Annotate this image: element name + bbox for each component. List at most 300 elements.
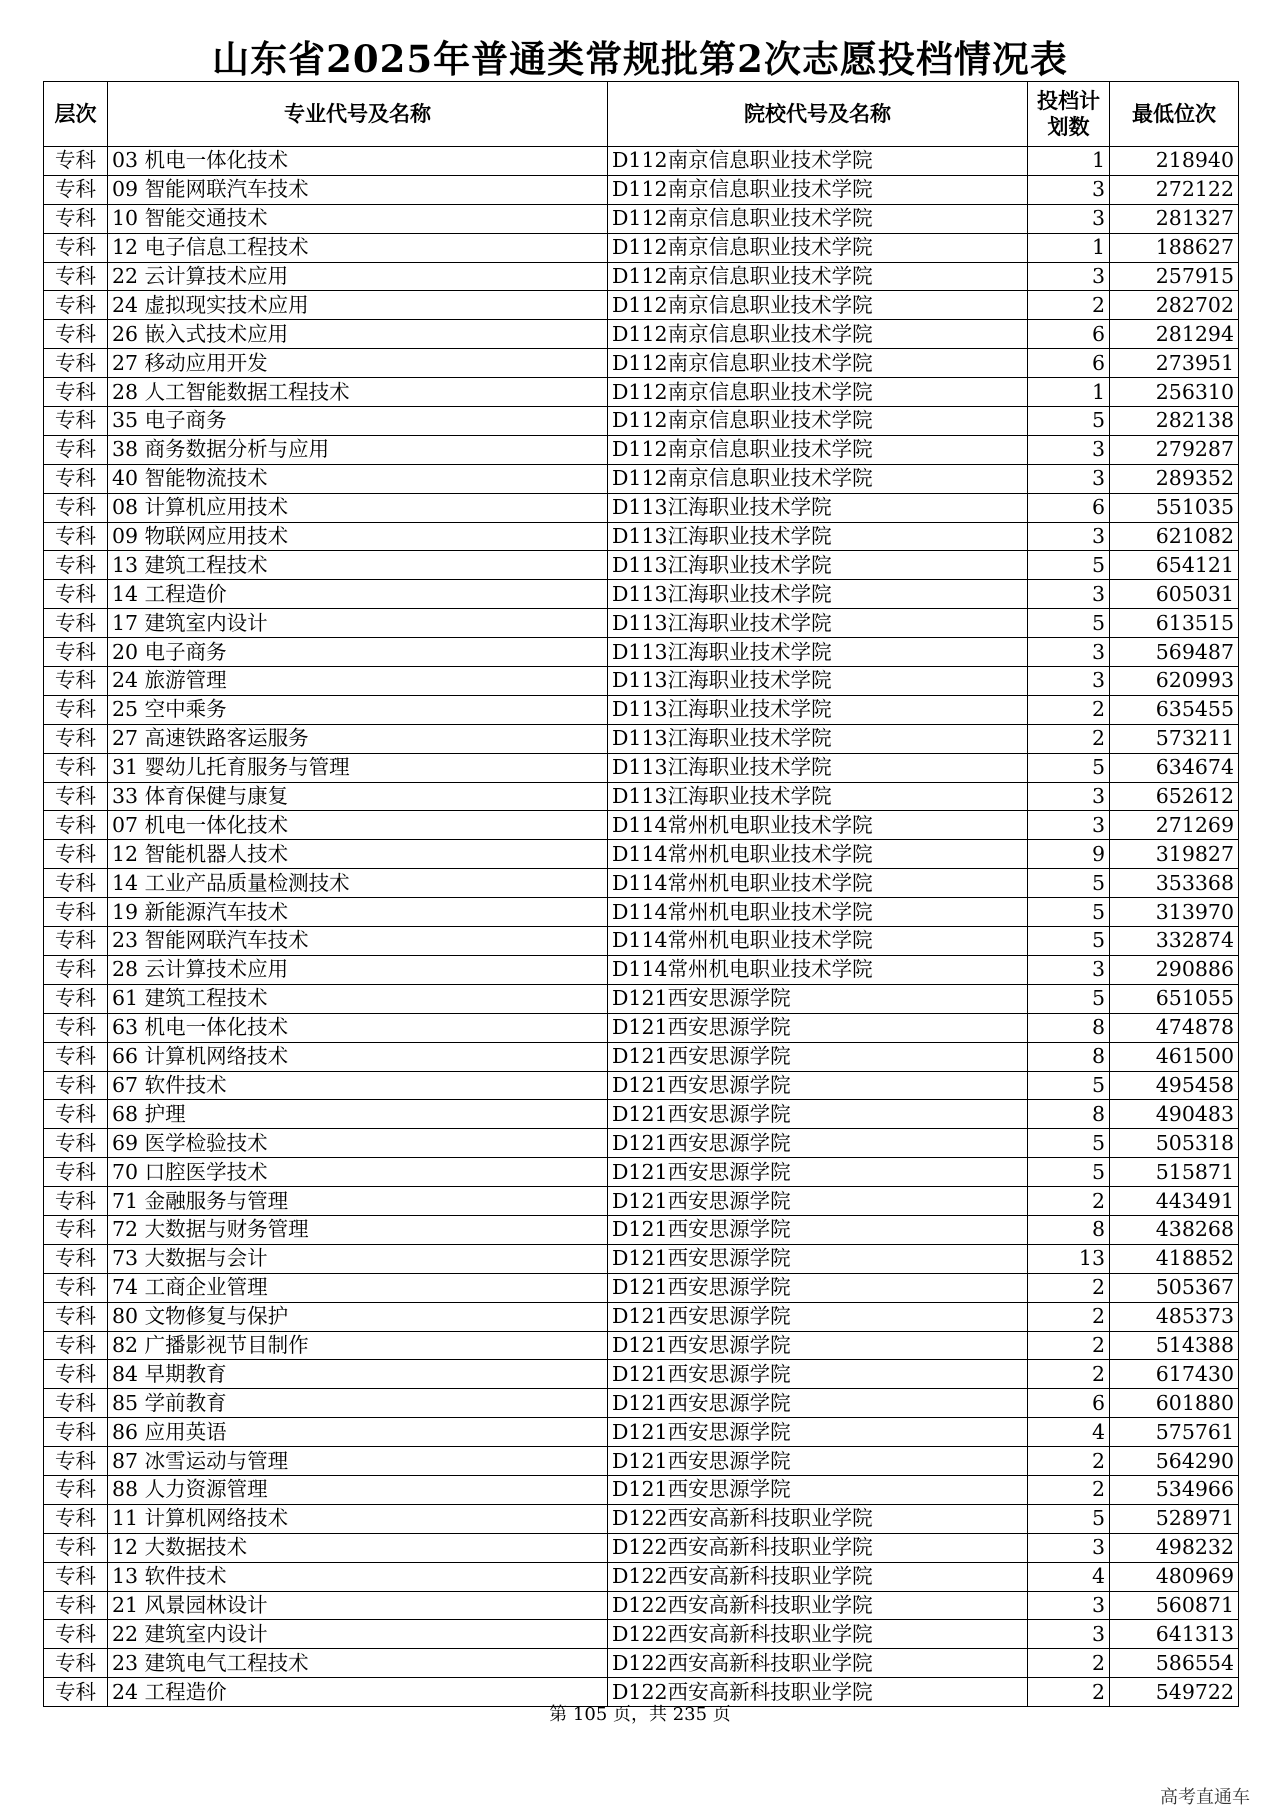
table-row <box>44 1158 1239 1187</box>
cell-min-rank: 290886 <box>1110 955 1239 984</box>
cell-level: 专科 <box>44 609 108 638</box>
cell-min-rank: 443491 <box>1110 1187 1239 1216</box>
cell-level: 专科 <box>44 493 108 522</box>
cell-school: D114常州机电职业技术学院 <box>608 811 1028 840</box>
cell-level: 专科 <box>44 782 108 811</box>
table-row <box>44 840 1239 869</box>
cell-major: 17 建筑室内设计 <box>108 609 608 638</box>
table-row <box>44 1620 1239 1649</box>
cell-min-rank: 654121 <box>1110 551 1239 580</box>
cell-major: 10 智能交通技术 <box>108 204 608 233</box>
table-row <box>44 233 1239 262</box>
table-row <box>44 869 1239 898</box>
cell-plan-count: 6 <box>1028 493 1110 522</box>
table-row <box>44 609 1239 638</box>
cell-school: D114常州机电职业技术学院 <box>608 869 1028 898</box>
cell-plan-count: 5 <box>1028 753 1110 782</box>
cell-min-rank: 621082 <box>1110 522 1239 551</box>
cell-level: 专科 <box>44 464 108 493</box>
cell-min-rank: 332874 <box>1110 927 1239 956</box>
cell-min-rank: 575761 <box>1110 1418 1239 1447</box>
table-row <box>44 898 1239 927</box>
cell-min-rank: 418852 <box>1110 1244 1239 1273</box>
cell-plan-count: 3 <box>1028 638 1110 667</box>
cell-level: 专科 <box>44 291 108 320</box>
cell-min-rank: 188627 <box>1110 233 1239 262</box>
cell-school: D113江海职业技术学院 <box>608 551 1028 580</box>
cell-school: D112南京信息职业技术学院 <box>608 175 1028 204</box>
cell-level: 专科 <box>44 638 108 667</box>
table-row <box>44 1562 1239 1591</box>
cell-level: 专科 <box>44 1215 108 1244</box>
cell-major: 14 工业产品质量检测技术 <box>108 869 608 898</box>
cell-min-rank: 498232 <box>1110 1533 1239 1562</box>
table-row <box>44 1215 1239 1244</box>
cell-min-rank: 620993 <box>1110 667 1239 696</box>
cell-level: 专科 <box>44 1187 108 1216</box>
cell-level: 专科 <box>44 1533 108 1562</box>
cell-plan-count: 8 <box>1028 1013 1110 1042</box>
cell-school: D122西安高新科技职业学院 <box>608 1620 1028 1649</box>
cell-school: D121西安思源学院 <box>608 1360 1028 1389</box>
cell-min-rank: 485373 <box>1110 1302 1239 1331</box>
table-row <box>44 927 1239 956</box>
cell-plan-count: 2 <box>1028 1331 1110 1360</box>
table-row <box>44 378 1239 407</box>
cell-min-rank: 601880 <box>1110 1389 1239 1418</box>
cell-plan-count: 1 <box>1028 147 1110 176</box>
cell-school: D112南京信息职业技术学院 <box>608 349 1028 378</box>
cell-min-rank: 289352 <box>1110 464 1239 493</box>
cell-level: 专科 <box>44 927 108 956</box>
cell-major: 69 医学检验技术 <box>108 1129 608 1158</box>
cell-major: 23 建筑电气工程技术 <box>108 1649 608 1678</box>
cell-plan-count: 5 <box>1028 1504 1110 1533</box>
cell-school: D113江海职业技术学院 <box>608 667 1028 696</box>
cell-major: 38 商务数据分析与应用 <box>108 435 608 464</box>
cell-min-rank: 490483 <box>1110 1100 1239 1129</box>
cell-school: D121西安思源学院 <box>608 1013 1028 1042</box>
cell-major: 11 计算机网络技术 <box>108 1504 608 1533</box>
page-footer: 第 105 页，共 235 页 <box>549 1704 731 1725</box>
cell-major: 86 应用英语 <box>108 1418 608 1447</box>
cell-plan-count: 3 <box>1028 580 1110 609</box>
table-row <box>44 1302 1239 1331</box>
table-row <box>44 262 1239 291</box>
cell-plan-count: 3 <box>1028 1620 1110 1649</box>
table-row <box>44 695 1239 724</box>
table-row <box>44 1331 1239 1360</box>
table-row <box>44 1187 1239 1216</box>
cell-min-rank: 273951 <box>1110 349 1239 378</box>
cell-level: 专科 <box>44 233 108 262</box>
cell-plan-count: 2 <box>1028 1302 1110 1331</box>
cell-level: 专科 <box>44 667 108 696</box>
cell-level: 专科 <box>44 1071 108 1100</box>
cell-plan-count: 2 <box>1028 1273 1110 1302</box>
cell-major: 33 体育保健与康复 <box>108 782 608 811</box>
cell-plan-count: 1 <box>1028 233 1110 262</box>
table-row <box>44 1273 1239 1302</box>
cell-school: D121西安思源学院 <box>608 1158 1028 1187</box>
table-row <box>44 1042 1239 1071</box>
cell-plan-count: 1 <box>1028 378 1110 407</box>
cell-major: 21 风景园林设计 <box>108 1591 608 1620</box>
cell-min-rank: 605031 <box>1110 580 1239 609</box>
cell-plan-count: 5 <box>1028 551 1110 580</box>
cell-min-rank: 549722 <box>1110 1678 1239 1707</box>
cell-school: D122西安高新科技职业学院 <box>608 1649 1028 1678</box>
cell-major: 26 嵌入式技术应用 <box>108 320 608 349</box>
cell-major: 27 高速铁路客运服务 <box>108 724 608 753</box>
cell-level: 专科 <box>44 724 108 753</box>
cell-level: 专科 <box>44 1447 108 1476</box>
cell-level: 专科 <box>44 1591 108 1620</box>
cell-min-rank: 515871 <box>1110 1158 1239 1187</box>
cell-min-rank: 319827 <box>1110 840 1239 869</box>
table-row <box>44 407 1239 436</box>
cell-level: 专科 <box>44 580 108 609</box>
cell-major: 70 口腔医学技术 <box>108 1158 608 1187</box>
table-row <box>44 1129 1239 1158</box>
cell-min-rank: 534966 <box>1110 1475 1239 1504</box>
cell-major: 87 冰雪运动与管理 <box>108 1447 608 1476</box>
cell-major: 24 旅游管理 <box>108 667 608 696</box>
header-school: 院校代号及名称 <box>608 82 1028 147</box>
cell-level: 专科 <box>44 435 108 464</box>
cell-school: D112南京信息职业技术学院 <box>608 204 1028 233</box>
cell-min-rank: 257915 <box>1110 262 1239 291</box>
cell-school: D113江海职业技术学院 <box>608 493 1028 522</box>
cell-school: D112南京信息职业技术学院 <box>608 407 1028 436</box>
cell-plan-count: 5 <box>1028 984 1110 1013</box>
table-row <box>44 551 1239 580</box>
cell-plan-count: 3 <box>1028 204 1110 233</box>
cell-school: D122西安高新科技职业学院 <box>608 1562 1028 1591</box>
cell-major: 13 建筑工程技术 <box>108 551 608 580</box>
cell-plan-count: 2 <box>1028 1187 1110 1216</box>
cell-level: 专科 <box>44 1649 108 1678</box>
cell-level: 专科 <box>44 955 108 984</box>
cell-school: D113江海职业技术学院 <box>608 522 1028 551</box>
cell-major: 23 智能网联汽车技术 <box>108 927 608 956</box>
cell-plan-count: 3 <box>1028 1533 1110 1562</box>
cell-major: 22 云计算技术应用 <box>108 262 608 291</box>
cell-level: 专科 <box>44 175 108 204</box>
cell-major: 20 电子商务 <box>108 638 608 667</box>
cell-level: 专科 <box>44 1418 108 1447</box>
cell-school: D113江海职业技术学院 <box>608 609 1028 638</box>
header-major: 专业代号及名称 <box>108 82 608 147</box>
table-row <box>44 782 1239 811</box>
cell-plan-count: 2 <box>1028 1360 1110 1389</box>
cell-level: 专科 <box>44 378 108 407</box>
cell-min-rank: 279287 <box>1110 435 1239 464</box>
header-plan <box>1028 82 1110 147</box>
cell-min-rank: 641313 <box>1110 1620 1239 1649</box>
cell-plan-count: 8 <box>1028 1100 1110 1129</box>
cell-level: 专科 <box>44 1331 108 1360</box>
cell-plan-count: 2 <box>1028 695 1110 724</box>
table-row <box>44 175 1239 204</box>
cell-major: 84 早期教育 <box>108 1360 608 1389</box>
cell-school: D113江海职业技术学院 <box>608 580 1028 609</box>
cell-major: 08 计算机应用技术 <box>108 493 608 522</box>
table-row <box>44 1475 1239 1504</box>
cell-min-rank: 651055 <box>1110 984 1239 1013</box>
table-row <box>44 1389 1239 1418</box>
cell-major: 63 机电一体化技术 <box>108 1013 608 1042</box>
table-row <box>44 1418 1239 1447</box>
table-row <box>44 1100 1239 1129</box>
table-row <box>44 1244 1239 1273</box>
cell-plan-count: 3 <box>1028 811 1110 840</box>
cell-plan-count: 3 <box>1028 262 1110 291</box>
cell-plan-count: 3 <box>1028 782 1110 811</box>
cell-min-rank: 505367 <box>1110 1273 1239 1302</box>
cell-major: 28 云计算技术应用 <box>108 955 608 984</box>
cell-level: 专科 <box>44 869 108 898</box>
cell-major: 72 大数据与财务管理 <box>108 1215 608 1244</box>
cell-level: 专科 <box>44 1302 108 1331</box>
cell-major: 68 护理 <box>108 1100 608 1129</box>
cell-min-rank: 505318 <box>1110 1129 1239 1158</box>
table-row <box>44 1533 1239 1562</box>
cell-plan-count: 6 <box>1028 349 1110 378</box>
cell-school: D121西安思源学院 <box>608 1447 1028 1476</box>
cell-level: 专科 <box>44 1042 108 1071</box>
cell-major: 14 工程造价 <box>108 580 608 609</box>
cell-min-rank: 271269 <box>1110 811 1239 840</box>
cell-major: 73 大数据与会计 <box>108 1244 608 1273</box>
table-row <box>44 1649 1239 1678</box>
cell-school: D112南京信息职业技术学院 <box>608 378 1028 407</box>
cell-min-rank: 281294 <box>1110 320 1239 349</box>
cell-major: 80 文物修复与保护 <box>108 1302 608 1331</box>
cell-level: 专科 <box>44 753 108 782</box>
cell-plan-count: 2 <box>1028 1447 1110 1476</box>
cell-plan-count: 5 <box>1028 1158 1110 1187</box>
cell-school: D113江海职业技术学院 <box>608 695 1028 724</box>
cell-plan-count: 3 <box>1028 522 1110 551</box>
cell-plan-count: 3 <box>1028 175 1110 204</box>
cell-min-rank: 353368 <box>1110 869 1239 898</box>
cell-min-rank: 528971 <box>1110 1504 1239 1533</box>
cell-plan-count: 5 <box>1028 1071 1110 1100</box>
table-row <box>44 1504 1239 1533</box>
table-row <box>44 1071 1239 1100</box>
cell-school: D121西安思源学院 <box>608 1042 1028 1071</box>
table-row <box>44 1013 1239 1042</box>
cell-major: 85 学前教育 <box>108 1389 608 1418</box>
table-row <box>44 1360 1239 1389</box>
cell-major: 61 建筑工程技术 <box>108 984 608 1013</box>
cell-major: 66 计算机网络技术 <box>108 1042 608 1071</box>
cell-school: D122西安高新科技职业学院 <box>608 1504 1028 1533</box>
cell-major: 74 工商企业管理 <box>108 1273 608 1302</box>
table-row <box>44 522 1239 551</box>
cell-level: 专科 <box>44 1389 108 1418</box>
cell-school: D121西安思源学院 <box>608 1273 1028 1302</box>
cell-min-rank: 474878 <box>1110 1013 1239 1042</box>
cell-major: 31 婴幼儿托育服务与管理 <box>108 753 608 782</box>
cell-major: 03 机电一体化技术 <box>108 147 608 176</box>
cell-plan-count: 2 <box>1028 1678 1110 1707</box>
cell-min-rank: 560871 <box>1110 1591 1239 1620</box>
cell-level: 专科 <box>44 695 108 724</box>
cell-major: 09 物联网应用技术 <box>108 522 608 551</box>
cell-plan-count: 3 <box>1028 955 1110 984</box>
cell-min-rank: 617430 <box>1110 1360 1239 1389</box>
cell-level: 专科 <box>44 1273 108 1302</box>
header-plan-line2: 划数 <box>1047 115 1090 139</box>
cell-plan-count: 5 <box>1028 869 1110 898</box>
cell-school: D112南京信息职业技术学院 <box>608 262 1028 291</box>
cell-level: 专科 <box>44 1360 108 1389</box>
cell-level: 专科 <box>44 1620 108 1649</box>
cell-school: D114常州机电职业技术学院 <box>608 927 1028 956</box>
cell-school: D114常州机电职业技术学院 <box>608 840 1028 869</box>
cell-plan-count: 4 <box>1028 1418 1110 1447</box>
cell-plan-count: 2 <box>1028 724 1110 753</box>
cell-level: 专科 <box>44 349 108 378</box>
cell-level: 专科 <box>44 1678 108 1707</box>
table-row <box>44 349 1239 378</box>
cell-school: D121西安思源学院 <box>608 1187 1028 1216</box>
cell-plan-count: 3 <box>1028 464 1110 493</box>
cell-plan-count: 5 <box>1028 927 1110 956</box>
cell-major: 71 金融服务与管理 <box>108 1187 608 1216</box>
cell-school: D114常州机电职业技术学院 <box>608 898 1028 927</box>
table-row <box>44 147 1239 176</box>
cell-major: 12 智能机器人技术 <box>108 840 608 869</box>
cell-level: 专科 <box>44 1504 108 1533</box>
cell-plan-count: 6 <box>1028 320 1110 349</box>
cell-level: 专科 <box>44 1158 108 1187</box>
cell-school: D112南京信息职业技术学院 <box>608 233 1028 262</box>
cell-level: 专科 <box>44 1129 108 1158</box>
admission-table <box>43 81 1239 1707</box>
cell-level: 专科 <box>44 984 108 1013</box>
cell-level: 专科 <box>44 898 108 927</box>
cell-level: 专科 <box>44 1013 108 1042</box>
cell-plan-count: 3 <box>1028 435 1110 464</box>
cell-min-rank: 652612 <box>1110 782 1239 811</box>
cell-school: D113江海职业技术学院 <box>608 753 1028 782</box>
cell-school: D121西安思源学院 <box>608 984 1028 1013</box>
cell-level: 专科 <box>44 840 108 869</box>
cell-major: 19 新能源汽车技术 <box>108 898 608 927</box>
cell-level: 专科 <box>44 320 108 349</box>
cell-major: 67 软件技术 <box>108 1071 608 1100</box>
cell-level: 专科 <box>44 551 108 580</box>
cell-min-rank: 272122 <box>1110 175 1239 204</box>
cell-min-rank: 281327 <box>1110 204 1239 233</box>
cell-school: D121西安思源学院 <box>608 1418 1028 1447</box>
cell-school: D112南京信息职业技术学院 <box>608 291 1028 320</box>
cell-min-rank: 282138 <box>1110 407 1239 436</box>
cell-plan-count: 6 <box>1028 1389 1110 1418</box>
table-row <box>44 1447 1239 1476</box>
cell-plan-count: 2 <box>1028 291 1110 320</box>
cell-level: 专科 <box>44 1475 108 1504</box>
page-title: 山东省2025年普通类常规批第2次志愿投档情况表 <box>212 37 1068 81</box>
cell-school: D112南京信息职业技术学院 <box>608 147 1028 176</box>
cell-school: D122西安高新科技职业学院 <box>608 1533 1028 1562</box>
table-body <box>44 147 1239 1707</box>
cell-min-rank: 313970 <box>1110 898 1239 927</box>
cell-school: D113江海职业技术学院 <box>608 724 1028 753</box>
cell-min-rank: 256310 <box>1110 378 1239 407</box>
cell-school: D121西安思源学院 <box>608 1475 1028 1504</box>
cell-major: 82 广播影视节目制作 <box>108 1331 608 1360</box>
cell-plan-count: 5 <box>1028 898 1110 927</box>
cell-school: D112南京信息职业技术学院 <box>608 435 1028 464</box>
cell-plan-count: 5 <box>1028 1129 1110 1158</box>
table-row <box>44 435 1239 464</box>
cell-min-rank: 569487 <box>1110 638 1239 667</box>
cell-min-rank: 573211 <box>1110 724 1239 753</box>
table-row <box>44 638 1239 667</box>
cell-plan-count: 2 <box>1028 1649 1110 1678</box>
table-row <box>44 724 1239 753</box>
cell-min-rank: 495458 <box>1110 1071 1239 1100</box>
table-row <box>44 204 1239 233</box>
cell-min-rank: 514388 <box>1110 1331 1239 1360</box>
cell-min-rank: 586554 <box>1110 1649 1239 1678</box>
cell-school: D112南京信息职业技术学院 <box>608 320 1028 349</box>
header-level: 层次 <box>44 82 108 147</box>
cell-school: D112南京信息职业技术学院 <box>608 464 1028 493</box>
table-row <box>44 1591 1239 1620</box>
cell-plan-count: 9 <box>1028 840 1110 869</box>
table-row <box>44 811 1239 840</box>
cell-level: 专科 <box>44 1244 108 1273</box>
table-row <box>44 753 1239 782</box>
cell-school: D114常州机电职业技术学院 <box>608 955 1028 984</box>
table-row <box>44 955 1239 984</box>
cell-plan-count: 8 <box>1028 1215 1110 1244</box>
header-plan-line1: 投档计 <box>1037 89 1100 113</box>
cell-school: D113江海职业技术学院 <box>608 638 1028 667</box>
cell-school: D121西安思源学院 <box>608 1129 1028 1158</box>
cell-school: D121西安思源学院 <box>608 1244 1028 1273</box>
cell-plan-count: 4 <box>1028 1562 1110 1591</box>
cell-min-rank: 461500 <box>1110 1042 1239 1071</box>
cell-plan-count: 3 <box>1028 667 1110 696</box>
cell-school: D122西安高新科技职业学院 <box>608 1678 1028 1707</box>
table-header-row <box>44 82 1239 147</box>
cell-major: 07 机电一体化技术 <box>108 811 608 840</box>
table-row <box>44 464 1239 493</box>
cell-level: 专科 <box>44 1562 108 1591</box>
cell-min-rank: 634674 <box>1110 753 1239 782</box>
cell-min-rank: 282702 <box>1110 291 1239 320</box>
watermark: 高考直通车 <box>1160 1787 1250 1808</box>
cell-school: D121西安思源学院 <box>608 1389 1028 1418</box>
cell-school: D121西安思源学院 <box>608 1100 1028 1129</box>
cell-min-rank: 564290 <box>1110 1447 1239 1476</box>
cell-plan-count: 8 <box>1028 1042 1110 1071</box>
table-row <box>44 291 1239 320</box>
cell-school: D122西安高新科技职业学院 <box>608 1591 1028 1620</box>
cell-min-rank: 613515 <box>1110 609 1239 638</box>
cell-school: D121西安思源学院 <box>608 1071 1028 1100</box>
cell-plan-count: 5 <box>1028 609 1110 638</box>
cell-level: 专科 <box>44 407 108 436</box>
cell-school: D121西安思源学院 <box>608 1331 1028 1360</box>
cell-min-rank: 551035 <box>1110 493 1239 522</box>
